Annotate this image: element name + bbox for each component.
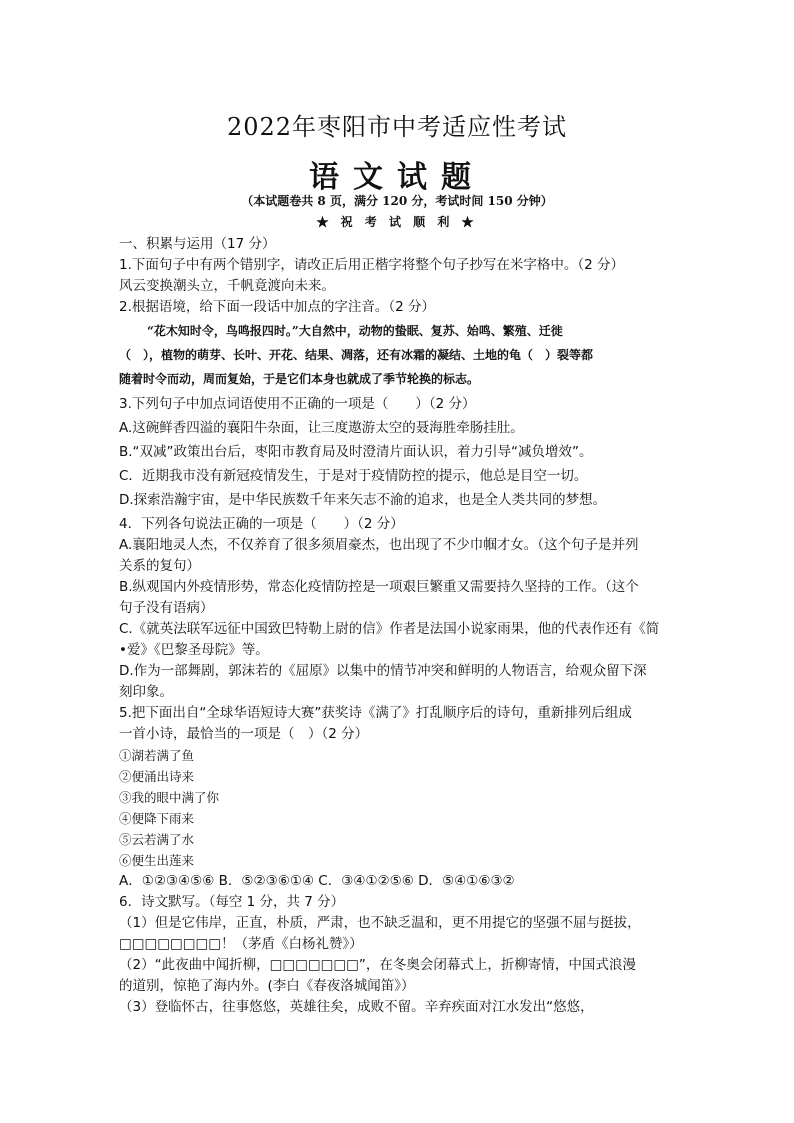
blessing-line: ★ 祝 考 试 顺 利 ★ (316, 215, 478, 229)
q2-stem: 2.根据语境，给下面一段话中加点的字注音。（2 分） (119, 299, 436, 315)
q5-poem-line-4: ④便降下雨来 (119, 811, 195, 826)
q5-poem-line-5: ⑤云若满了水 (119, 832, 195, 847)
q6-part2-line-2: 的道别，惊艳了海内外。(李白《春夜洛城闻笛》） (119, 978, 415, 994)
q5-options: A．①②③④⑤⑥ B．⑤②③⑥①④ C．③④①②⑤⑥ D．⑤④①⑥③② (119, 873, 515, 889)
section-heading: 一、积累与运用（17 分） (119, 236, 276, 252)
q2-paragraph-line-1: “花木知时令，鸟鸣报四时。”大自然中，动物的蛰眠、复苏、始鸣、繁殖、迁徙 (147, 324, 563, 338)
q4-option-d-line-2: 刻印象。 (119, 684, 173, 700)
q4-option-d-line-1: D.作为一部舞剧，郭沫若的《屈原》以集中的情节冲突和鲜明的人物语言，给观众留下深 (119, 663, 647, 679)
q6-part3-line-1: （3）登临怀古，往事悠悠，英雄往矣，成败不留。辛弃疾面对江水发出“悠悠， (119, 999, 594, 1015)
q6-part2-line-1: （2）“此夜曲中闻折柳，□□□□□□□”，在冬奥会闭幕式上，折柳寄情，中国式浪漫 (119, 957, 636, 973)
q4-option-a-line-2: 关系的复句） (119, 558, 200, 574)
q3-stem: 3.下列句子中加点词语使用不正确的一项是（ ）（2 分） (119, 396, 476, 412)
q5-poem-line-3: ③我的眼中满了你 (119, 790, 220, 805)
q1-stem: 1.下面句子中有两个错别字，请改正后用正楷字将整个句子抄写在米字格中。（2 分） (119, 257, 625, 273)
question-body (119, 234, 679, 1018)
q5-poem-line-6: ⑥便生出莲来 (119, 853, 195, 868)
q4-option-c-line-1: C.《就英法联军远征中国致巴特勒上尉的信》作者是法国小说家雨果，他的代表作还有《简 (119, 621, 660, 637)
q5-poem-line-1: ①湖若满了鱼 (119, 748, 195, 763)
q6-part1-line-1: （1）但是它伟岸，正直，朴质，严肃，也不缺乏温和，更不用提它的坚强不屈与挺拔， (119, 915, 641, 931)
q4-option-b-line-1: B.纵观国内外疫情形势，常态化疫情防控是一项艰巨繁重又需要持久坚持的工作。（这个 (119, 579, 639, 595)
q4-option-a-line-1: A.襄阳地灵人杰，不仅养育了很多须眉豪杰，也出现了不少巾帼才女。（这个句子是并列 (119, 537, 639, 553)
q5-stem-line-1: 5.把下面出自“全球华语短诗大赛”获奖诗《满了》打乱顺序后的诗句，重新排列后组成 (119, 705, 632, 721)
q5-stem-line-2: 一首小诗，最恰当的一项是（ ）（2 分） (119, 726, 369, 742)
q4-option-b-line-2: 句子没有语病） (119, 600, 214, 616)
q2-paragraph-line-2: （ ），植物的萌芽、长叶、开花、结果、凋落，还有冰霜的凝结、土地的龟（ ）裂等都 (119, 348, 594, 362)
q3-option-c: C．近期我市没有新冠疫情发生，于是对于疫情防控的提示，他总是目空一切。 (119, 468, 588, 484)
q5-poem-line-2: ②便涌出诗来 (119, 769, 195, 784)
exam-info: （本试题卷共 8 页，满分 120 分，考试时间 150 分钟） (241, 194, 553, 208)
q4-option-c-line-2: •爱》《巴黎圣母院》等。 (119, 642, 269, 658)
q3-option-a: A.这碗鲜香四溢的襄阳牛杂面，让三度遨游太空的聂海胜牵肠挂肚。 (119, 420, 524, 436)
q3-option-b: B.“双减”政策出台后，枣阳市教育局及时澄清片面认识，着力引导“减负增效”。 (119, 444, 593, 460)
q6-part1-line-2: □□□□□□□□！（茅盾《白杨礼赞》） (119, 936, 363, 952)
exam-title: 2022年枣阳市中考适应性考试 (226, 113, 568, 141)
q4-stem: 4．下列各句说法正确的一项是（ ）（2 分） (119, 516, 404, 532)
q2-paragraph-line-3: 随着时令而动，周而复始，于是它们本身也就成了季节轮换的标志。 (119, 372, 480, 386)
q3-option-d: D.探索浩瀚宇宙，是中华民族数千年来矢志不渝的追求，也是全人类共同的梦想。 (119, 492, 607, 508)
q1-sentence: 风云变换潮头立，千帆竟渡向未来。 (119, 278, 335, 294)
subject-title: 语文试题 (309, 160, 485, 195)
q6-stem: 6．诗文默写。（每空 1 分，共 7 分） (119, 894, 345, 910)
